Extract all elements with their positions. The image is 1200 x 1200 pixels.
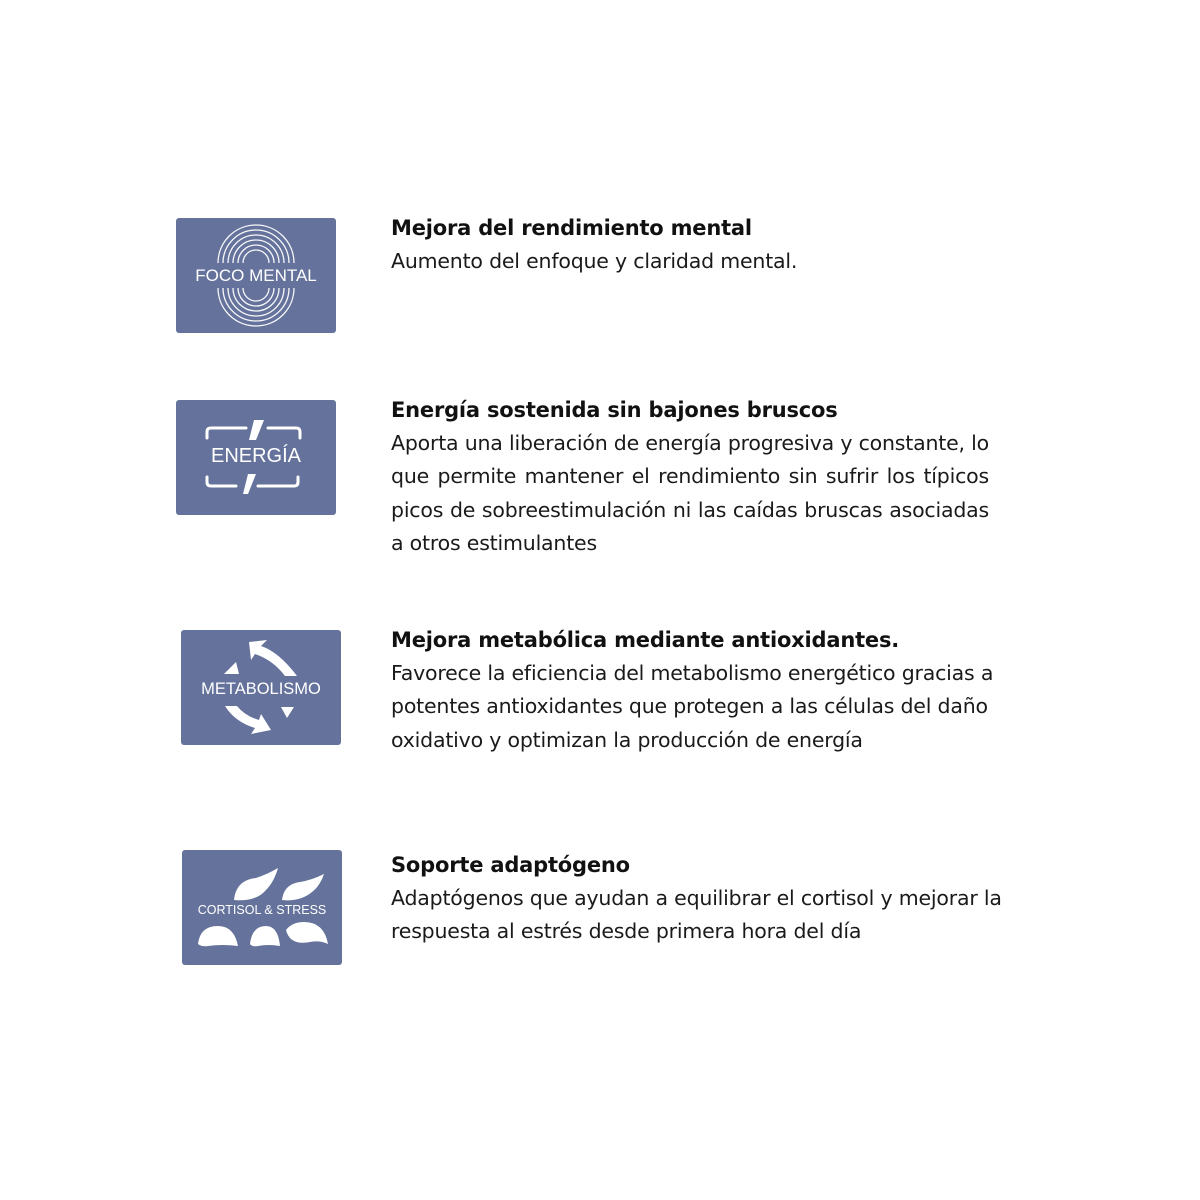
benefit-text (391, 394, 1016, 560)
foco-mental-badge (176, 218, 336, 333)
energia-badge (176, 400, 336, 515)
benefit-title: Soporte adaptógeno (391, 853, 630, 877)
benefit-title: Energía sostenida sin bajones bruscos (391, 398, 838, 422)
benefit-description: Aumento del enfoque y claridad mental. (391, 249, 798, 273)
metabolismo-badge (181, 630, 341, 745)
benefit-title: Mejora metabólica mediante antioxidantes. (391, 628, 900, 652)
badge-label: FOCO MENTAL (195, 266, 317, 285)
badge-label: METABOLISMO (201, 680, 321, 698)
benefit-text (391, 849, 1016, 949)
benefit-text (391, 624, 1016, 757)
badge-label: CORTISOL & STRESS (197, 903, 327, 917)
benefit-description: Favorece la eficiencia del metabolismo energético gracias a potentes antioxidantes que protegen a las células del daño oxidativo y optimizan la producción de energía (391, 661, 994, 752)
cortisol-badge (182, 850, 342, 965)
benefit-description: Aporta una liberación de energía progresiva y constante, lo que permite mantener el rendimiento sin sufrir los típicos picos de sobreestimulación ni las caídas bruscas asociadas a otros estimulantes (391, 431, 989, 555)
benefit-text (391, 212, 1016, 278)
badge-label: ENERGÍA (210, 445, 302, 467)
benefit-title: Mejora del rendimiento mental (391, 216, 752, 240)
benefit-description: Adaptógenos que ayudan a equilibrar el cortisol y mejorar la respuesta al estrés desde primera hora del día (391, 886, 1002, 944)
